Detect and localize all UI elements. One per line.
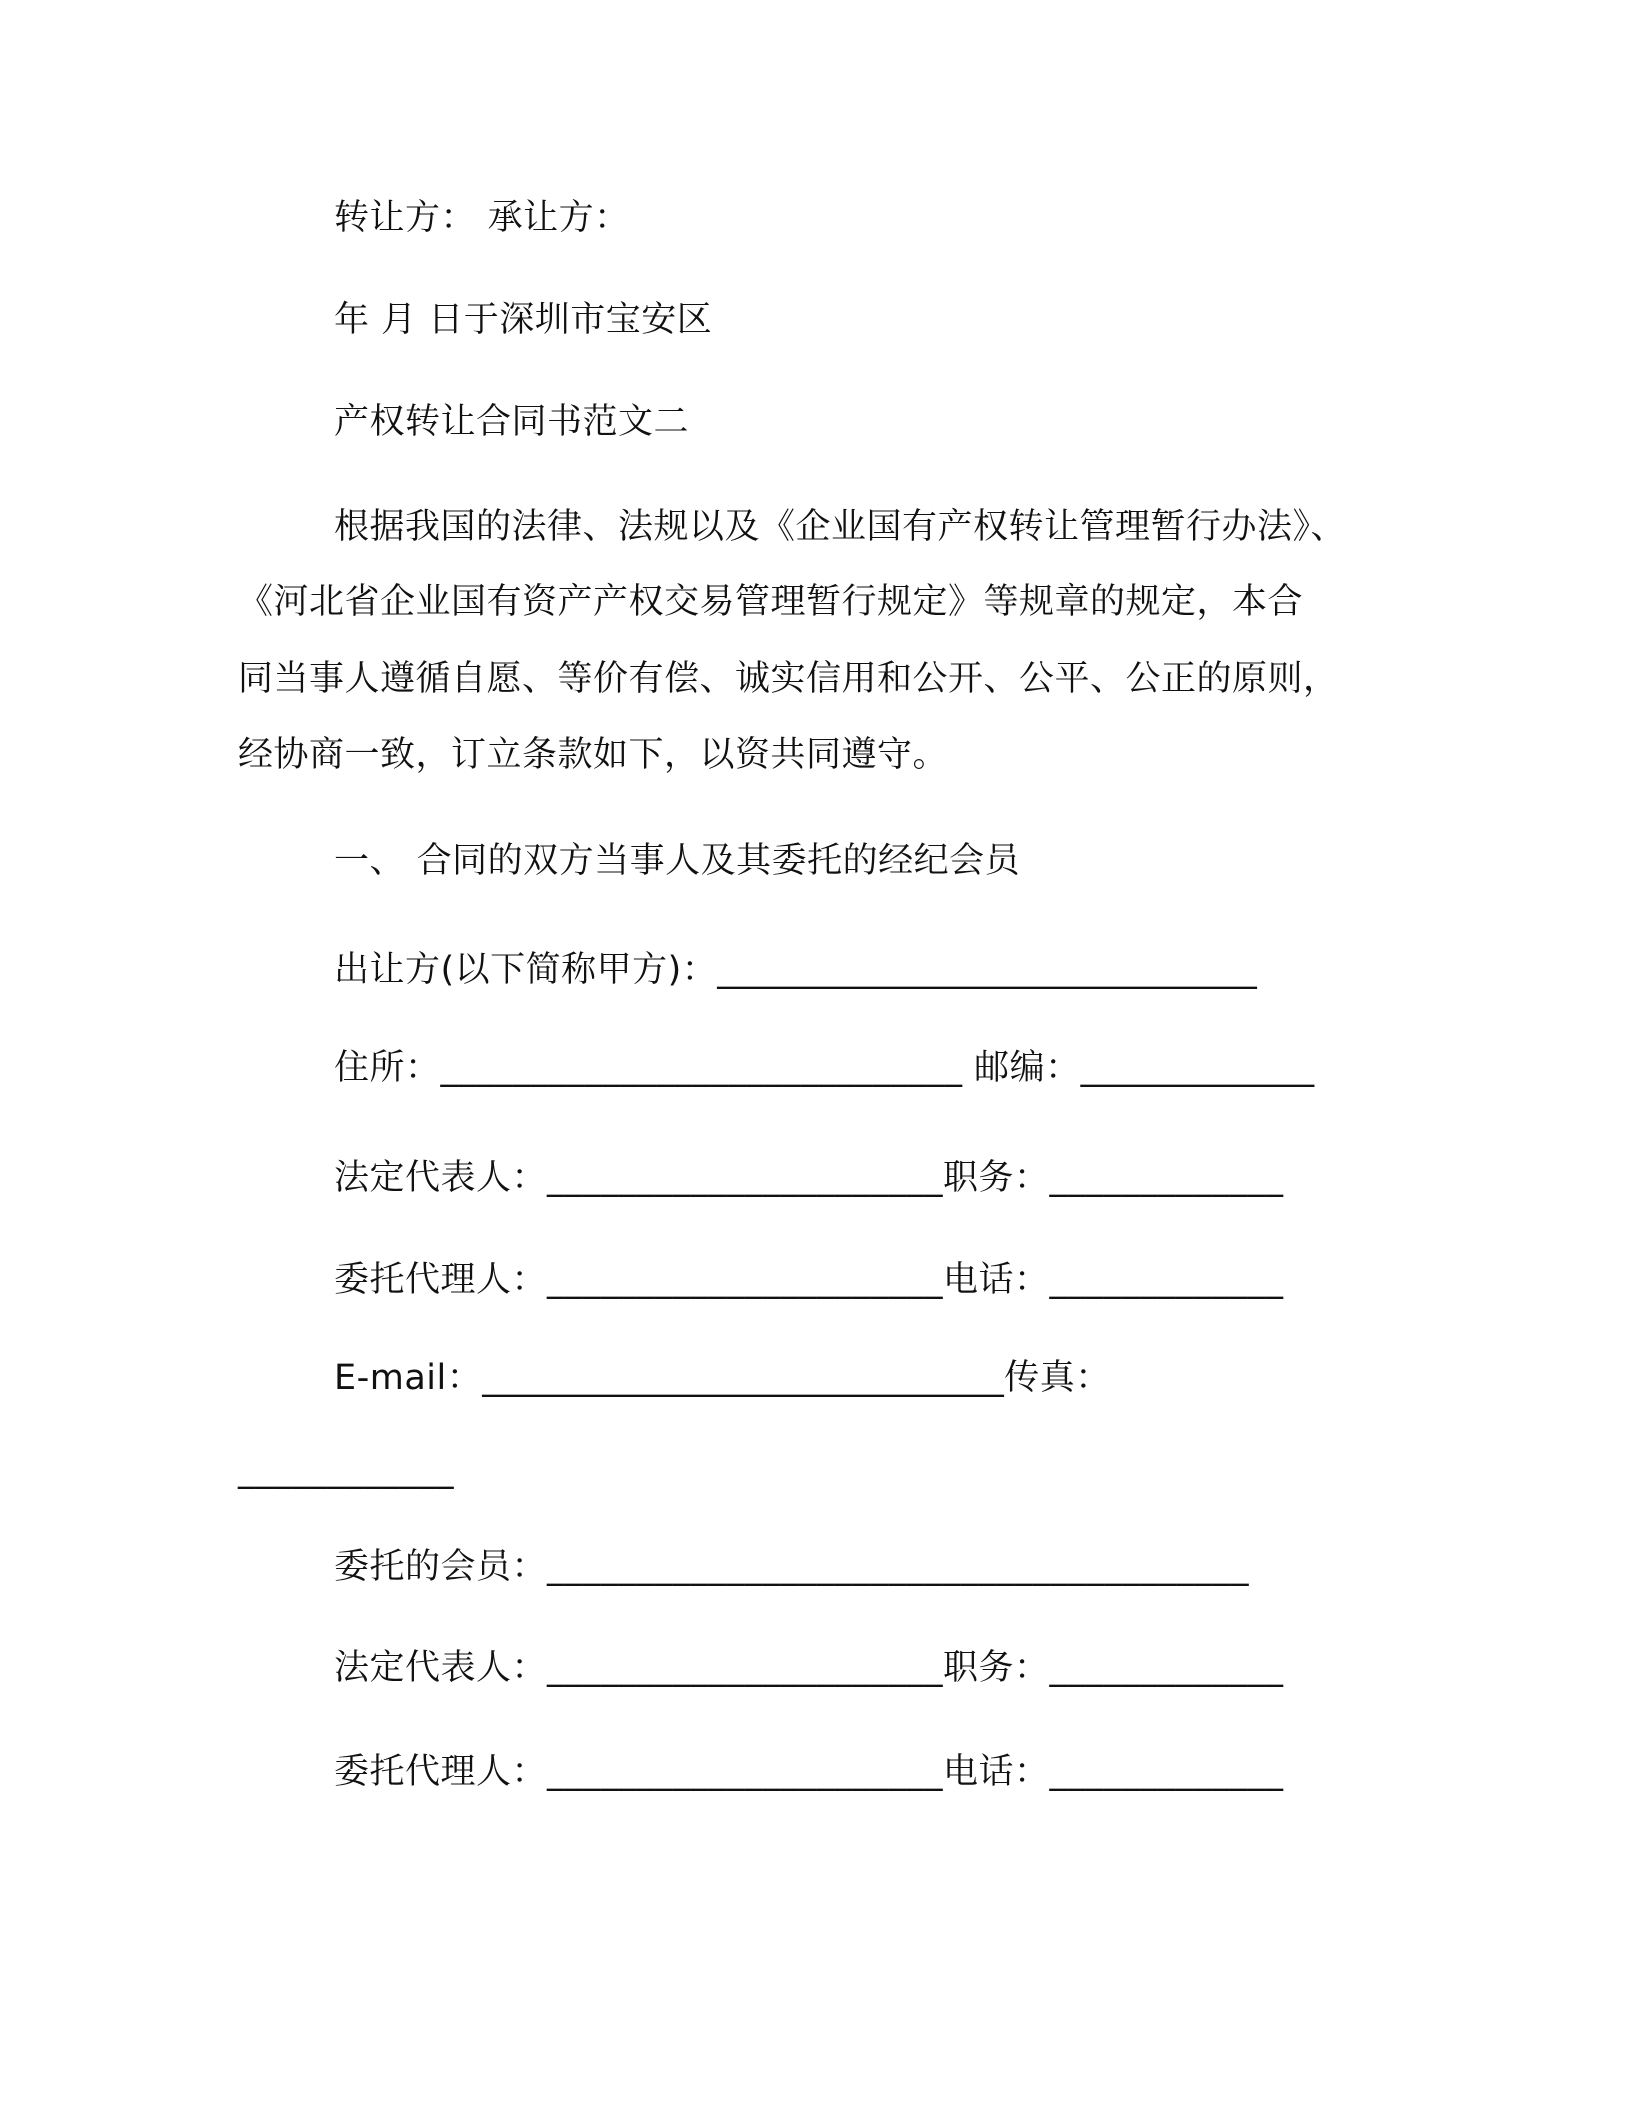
paragraph-line-3: 同当事人遵循自愿、等价有偿、诚实信用和公开、公平、公正的原则，	[238, 659, 1339, 699]
member-agent-phone-field: 委托代理人：______________________电话：_____________	[334, 1752, 1284, 1792]
date-place-line: 年 月 日于深圳市宝安区	[334, 300, 713, 340]
legal-rep-position-field: 法定代表人：______________________职务：_____________	[334, 1158, 1284, 1198]
paragraph-line-1: 根据我国的法律、法规以及《企业国有产权转让管理暂行办法》、	[334, 507, 1347, 547]
member-legal-rep-position-field: 法定代表人：______________________职务：_____________	[334, 1648, 1284, 1688]
fax-continuation-field: ____________	[238, 1450, 454, 1490]
section-title: 产权转让合同书范文二	[334, 402, 690, 442]
transferor-transferee-line: 转让方： 承让方：	[334, 198, 630, 238]
entrusted-member-field: 委托的会员：_______________________________________	[334, 1547, 1250, 1587]
address-postcode-field: 住所：_____________________________ 邮编：_____________	[334, 1048, 1315, 1088]
paragraph-line-2: 《河北省企业国有资产产权交易管理暂行规定》等规章的规定，本合	[238, 582, 1304, 622]
paragraph-line-4: 经协商一致，订立条款如下，以资共同遵守。	[238, 735, 949, 775]
email-fax-field: E-mail：_____________________________传真：	[334, 1358, 1111, 1398]
transferor-field: 出让方(以下简称甲方)：______________________________	[334, 950, 1258, 990]
clause-heading: 一、 合同的双方当事人及其委托的经纪会员	[334, 841, 1021, 881]
agent-phone-field: 委托代理人：______________________电话：_____________	[334, 1260, 1284, 1300]
